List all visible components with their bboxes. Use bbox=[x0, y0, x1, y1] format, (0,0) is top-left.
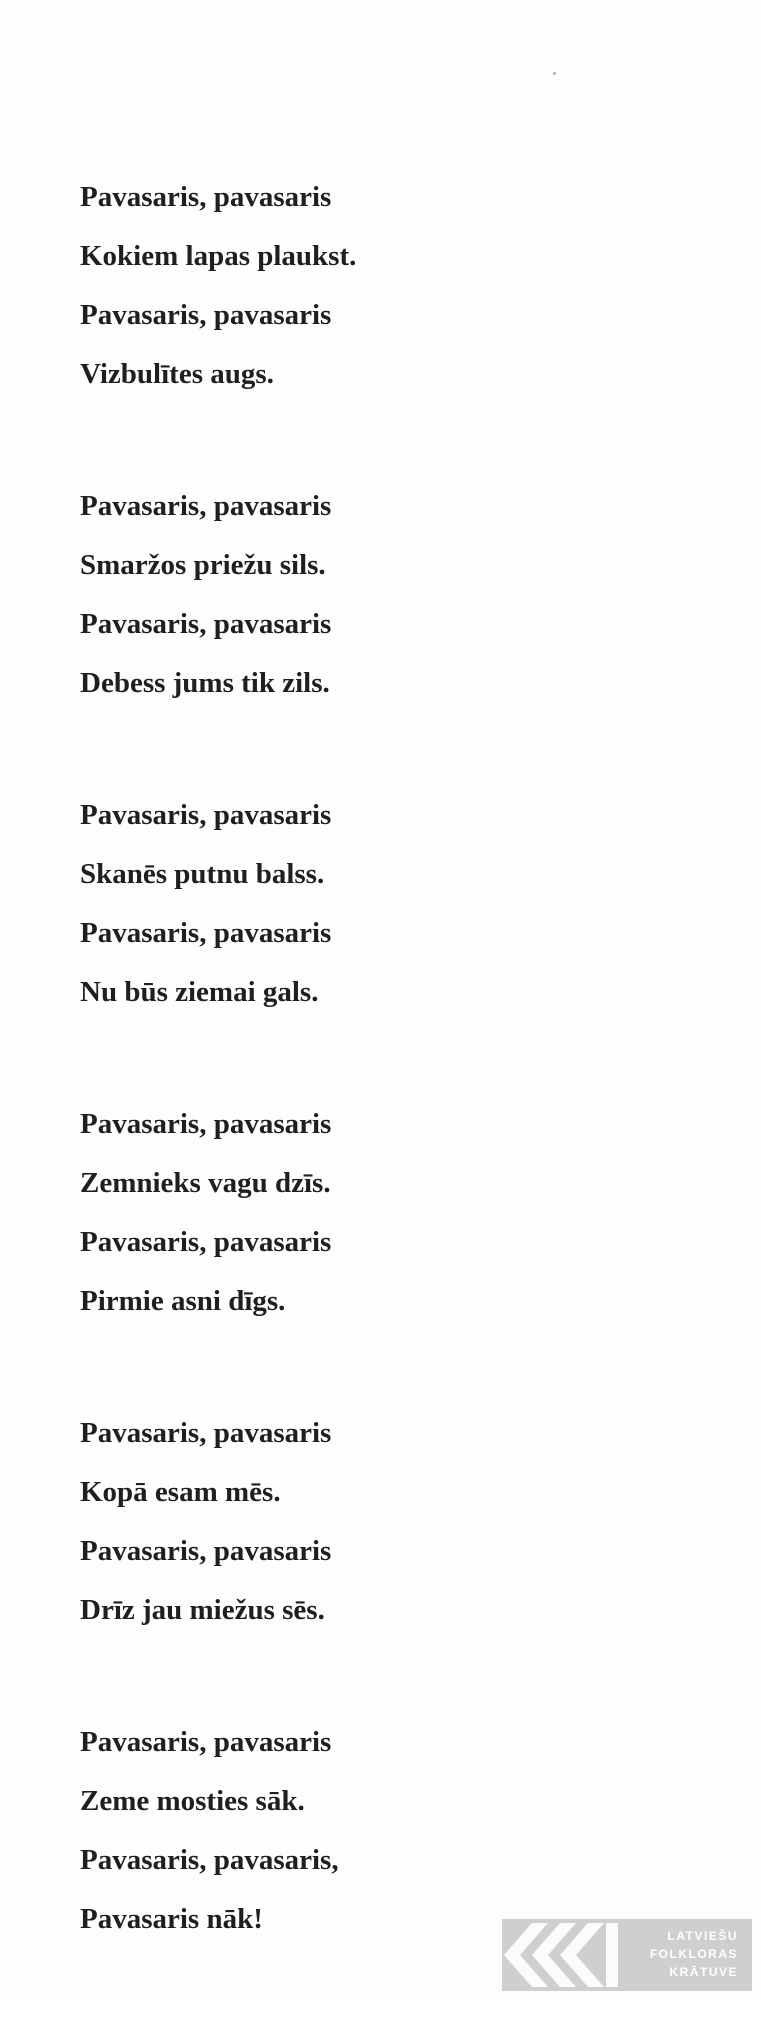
stanza-2 bbox=[80, 492, 640, 698]
stanza-1 bbox=[80, 183, 640, 389]
poem-line: Vizbulītes augs. bbox=[80, 358, 274, 390]
poem-line: Pavasaris, pavasaris bbox=[80, 299, 332, 331]
poem-line: Pavasaris, pavasaris bbox=[80, 1535, 332, 1567]
poem-line: Drīz jau miežus sēs. bbox=[80, 1594, 325, 1626]
paper-speck bbox=[553, 72, 556, 75]
poem bbox=[80, 183, 640, 2037]
poem-line: Skanēs putnu balss. bbox=[80, 858, 325, 890]
lfk-chevron-logo-icon bbox=[502, 1919, 632, 1991]
poem-line: Pavasaris, pavasaris bbox=[80, 1726, 332, 1758]
stanza-5 bbox=[80, 1419, 640, 1625]
poem-line: Pavasaris, pavasaris bbox=[80, 608, 332, 640]
poem-line: Pavasaris, pavasaris, bbox=[80, 1844, 339, 1876]
stamp-line-3: KRĀTUVE bbox=[669, 1965, 738, 1979]
stanza-4 bbox=[80, 1110, 640, 1316]
stamp-line-2: FOLKLORAS bbox=[649, 1947, 738, 1961]
poem-line: Pirmie asni dīgs. bbox=[80, 1285, 286, 1317]
poem-line: Debess jums tik zils. bbox=[80, 667, 330, 699]
poem-line: Pavasaris, pavasaris bbox=[80, 917, 332, 949]
poem-line: Kokiem lapas plaukst. bbox=[80, 240, 357, 272]
poem-line: Kopā esam mēs. bbox=[80, 1476, 281, 1508]
poem-line: Pavasaris, pavasaris bbox=[80, 1417, 332, 1449]
poem-line: Pavasaris, pavasaris bbox=[80, 799, 332, 831]
poem-line: Nu būs ziemai gals. bbox=[80, 976, 319, 1008]
stanza-6 bbox=[80, 1728, 640, 1934]
stanza-3 bbox=[80, 801, 640, 1007]
poem-line: Pavasaris, pavasaris bbox=[80, 490, 332, 522]
poem-line: Pavasaris nāk! bbox=[80, 1903, 263, 1935]
poem-line: Pavasaris, pavasaris bbox=[80, 1226, 332, 1258]
archive-stamp bbox=[502, 1919, 752, 1991]
poem-line: Zemnieks vagu dzīs. bbox=[80, 1167, 331, 1199]
poem-line: Zeme mosties sāk. bbox=[80, 1785, 305, 1817]
poem-line: Pavasaris, pavasaris bbox=[80, 1108, 332, 1140]
poem-line: Smaržos priežu sils. bbox=[80, 549, 326, 581]
stamp-line-1: LATVIEŠU bbox=[667, 1929, 738, 1943]
poem-line: Pavasaris, pavasaris bbox=[80, 181, 332, 213]
